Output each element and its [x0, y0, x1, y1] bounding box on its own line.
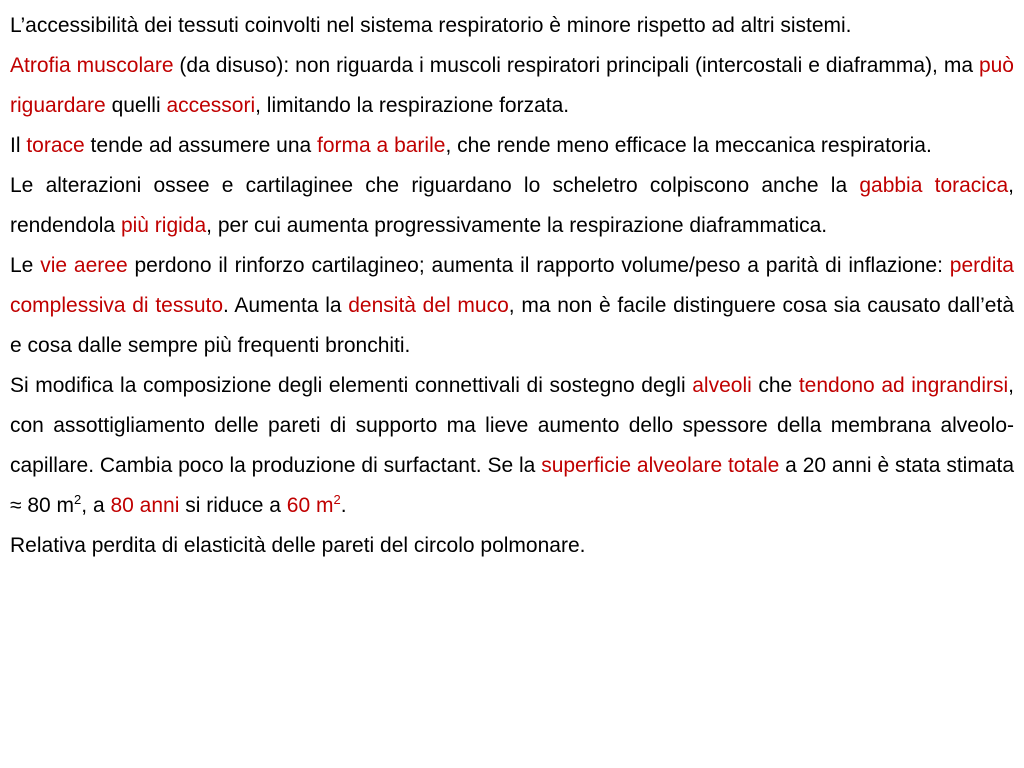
text-segment: , rendendola	[10, 174, 1014, 237]
text-segment: L’accessibilità dei tessuti coinvolti nel sistema respiratorio è minore rispetto ad altri sistemi.	[10, 14, 852, 37]
highlighted-term: densità del muco	[348, 294, 509, 317]
text-segment: quelli	[105, 94, 167, 117]
highlighted-term: forma a barile	[317, 134, 446, 157]
paragraph-5	[10, 246, 1014, 366]
text-segment: .	[340, 494, 347, 517]
paragraph-6	[10, 366, 1014, 526]
highlighted-term: gabbia toracica	[859, 174, 1009, 197]
highlighted-term: può riguardare	[10, 54, 1014, 117]
text-segment: , ma non è facile distinguere cosa sia causato dall’età e cosa dalle sempre più frequenti bronchiti.	[10, 294, 1015, 357]
text-segment: , a	[81, 494, 111, 517]
superscript: 2	[74, 492, 82, 507]
paragraph-2	[10, 46, 1014, 126]
highlighted-term: perdita complessiva di tessuto	[10, 254, 1014, 317]
highlighted-term: torace	[26, 134, 85, 157]
text-segment: tende ad assumere una	[84, 134, 318, 157]
highlighted-term: più rigida	[120, 214, 207, 237]
text-segment: , limitando la respirazione forzata.	[255, 94, 570, 117]
text-segment: , che rende meno efficace la meccanica respiratoria.	[445, 134, 932, 157]
text-segment: , con assottigliamento delle pareti di supporto ma lieve aumento dello spessore della membrana alveolo-capillare. Cambia poco la produzione di surfactant. Se la	[10, 374, 1014, 477]
highlighted-term: 80 anni	[110, 494, 180, 517]
highlighted-term: alveoli	[692, 374, 752, 397]
text-segment: Relativa perdita di elasticità delle pareti del circolo polmonare.	[10, 534, 586, 557]
text-segment: , per cui aumenta progressivamente la respirazione diaframmatica.	[206, 214, 828, 237]
highlighted-term: tendono ad ingrandirsi	[798, 374, 1009, 397]
paragraph-1	[10, 6, 1014, 46]
text-segment: perdono il rinforzo cartilagineo; aumenta il rapporto volume/peso a parità di inflazione:	[127, 254, 950, 277]
text-segment: Il	[10, 134, 27, 157]
text-segment: Le alterazioni ossee e cartilaginee che riguardano lo scheletro colpiscono anche la	[10, 174, 860, 197]
text-segment: . Aumenta la	[223, 294, 349, 317]
paragraph-7	[10, 526, 1014, 566]
text-segment: Le	[10, 254, 41, 277]
text-segment: si riduce a	[179, 494, 287, 517]
text-segment: (da disuso): non riguarda i muscoli respiratori principali (intercostali e diaframma), ma	[173, 54, 979, 77]
paragraph-3	[10, 126, 1014, 166]
highlighted-term: 60 m	[286, 494, 334, 517]
highlighted-term: accessori	[166, 94, 256, 117]
highlighted-term: superficie alveolare totale	[541, 454, 780, 477]
highlighted-term: vie aeree	[40, 254, 128, 277]
paragraph-4	[10, 166, 1014, 246]
text-segment: Si modifica la composizione degli elementi connettivali di sostegno degli	[10, 374, 693, 397]
text-segment: a 20 anni è stata stimata ≈ 80 m	[10, 454, 1015, 517]
text-segment: che	[751, 374, 799, 397]
slide-body	[10, 6, 1014, 566]
superscript: 2	[333, 492, 341, 507]
highlighted-term: Atrofia muscolare	[10, 54, 174, 77]
